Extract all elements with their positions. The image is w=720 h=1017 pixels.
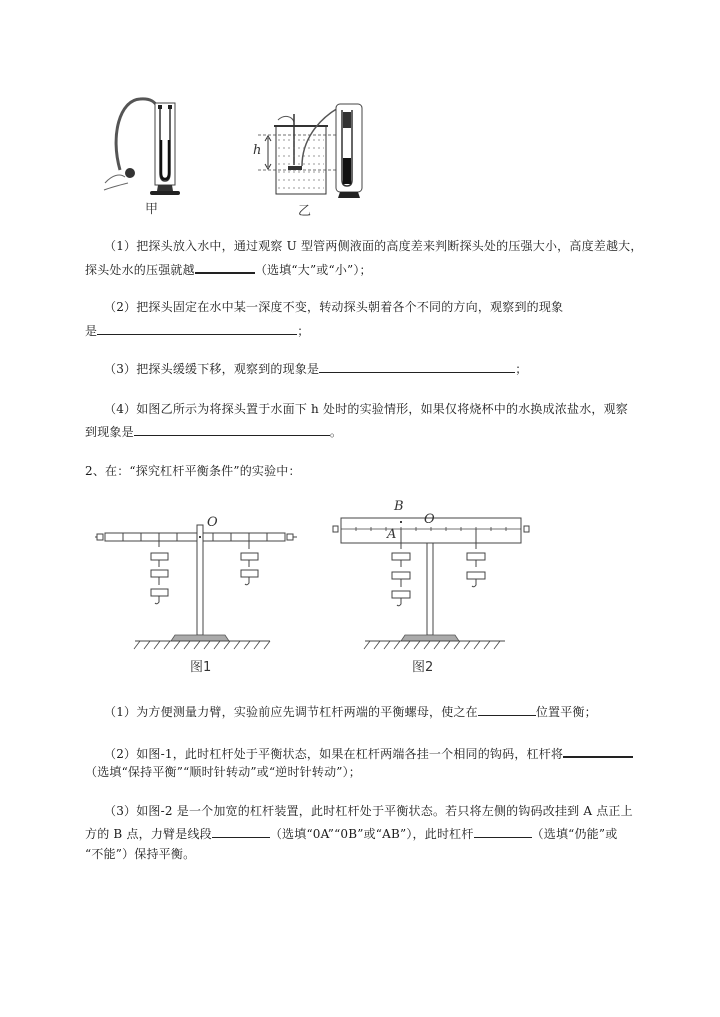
q2-part3-line1: （3）如图-2 是一个加宽的杠杆装置，此时杠杆处于平衡状态。若只将左侧的钩码改挂到 A 点正上 — [104, 804, 633, 818]
fig2-point-a-label: A — [387, 527, 397, 542]
fig2-pivot-o-label: O — [424, 512, 435, 527]
lever-diagram-1 — [95, 515, 315, 665]
q2-part3-text: 方的 B 点，力臂是线段 — [85, 827, 212, 841]
q1-part1-answer-blank[interactable] — [195, 260, 255, 274]
q1-part4-line1: （4）如图乙所示为将探头置于水面下 h 处时的实验情形，如果仅将烧杯中的水换成浓盐水，观察 — [104, 402, 628, 416]
fig2-caption: 图2 — [412, 660, 434, 675]
fig2-point-b-label: B — [394, 499, 404, 514]
q2-part3-line2 — [85, 825, 617, 842]
q1-part4-text: 到现象是 — [85, 425, 134, 439]
q1-part1-line1: （1）把探头放入水中，通过观察 U 型管两侧液面的高度差来判断探头处的压强大小，高度差越大， — [104, 239, 643, 253]
q1-part3-answer-blank[interactable] — [319, 360, 515, 373]
q2-part1-tail: 位置平衡； — [535, 705, 597, 719]
q2-part1-line1 — [104, 703, 597, 720]
u-tube-manometer-illustration — [100, 95, 200, 215]
q1-part1-hint: （选填“大”或“小”）； — [254, 263, 372, 277]
q2-part1-text: （1）为方便测量力臂，实验前应先调节杠杆两端的平衡螺母，使之在 — [104, 705, 478, 719]
q1-part4-line2 — [85, 423, 342, 440]
depth-h-label: h — [253, 143, 262, 158]
fig1-caption: 图1 — [190, 660, 212, 675]
q2-part2-line1 — [104, 744, 633, 762]
q1-part1-text: 探头处水的压强就越 — [85, 263, 195, 277]
lever-diagram-2 — [325, 515, 545, 665]
q1-part1-line2 — [85, 260, 372, 278]
q1-part2-line2 — [85, 322, 309, 339]
q2-part3-answer-blank-2[interactable] — [474, 825, 532, 838]
q2-part3-answer-blank-1[interactable] — [212, 825, 270, 838]
q2-part1-answer-blank[interactable] — [478, 703, 536, 716]
q1-part2-punct: ； — [297, 324, 310, 338]
q1-part2-line1: （2）把探头固定在水中某一深度不变，转动探头朝着各个不同的方向，观察到的现象 — [104, 300, 564, 314]
q1-part4-answer-blank[interactable] — [134, 423, 330, 436]
q2-part2-text: （2）如图-1，此时杠杆处于平衡状态，如果在杠杆两端各挂一个相同的钩码，杠杆将 — [104, 747, 564, 761]
q2-part3-mid: （选填“0A”“0B”或“AB”），此时杠杆 — [269, 827, 474, 841]
q2-part3-hint: （选填“仍能”或 — [531, 827, 618, 841]
figure-yi-label: 乙 — [298, 204, 312, 219]
beaker-manometer-illustration — [258, 100, 388, 210]
fig1-pivot-o-label: O — [207, 515, 218, 530]
q2-part2-answer-blank[interactable] — [563, 744, 633, 758]
figure-jia-label: 甲 — [145, 202, 159, 217]
q1-part4-punct: 。 — [329, 425, 343, 439]
q1-part2-text: 是 — [85, 324, 98, 338]
q1-part3-line1 — [104, 360, 527, 377]
q2-part2-line2: （选填“保持平衡”“顺时针转动”或“逆时针转动”）； — [85, 765, 362, 779]
q1-part3-text: （3）把探头缓缓下移，观察到的现象是 — [104, 362, 320, 376]
q2-part3-line3: “不能”）保持平衡。 — [85, 847, 196, 861]
q1-part2-answer-blank[interactable] — [97, 322, 297, 335]
q1-part3-punct: ； — [515, 362, 528, 376]
q2-heading: 2、在：“探究杠杆平衡条件”的实验中： — [85, 464, 301, 478]
